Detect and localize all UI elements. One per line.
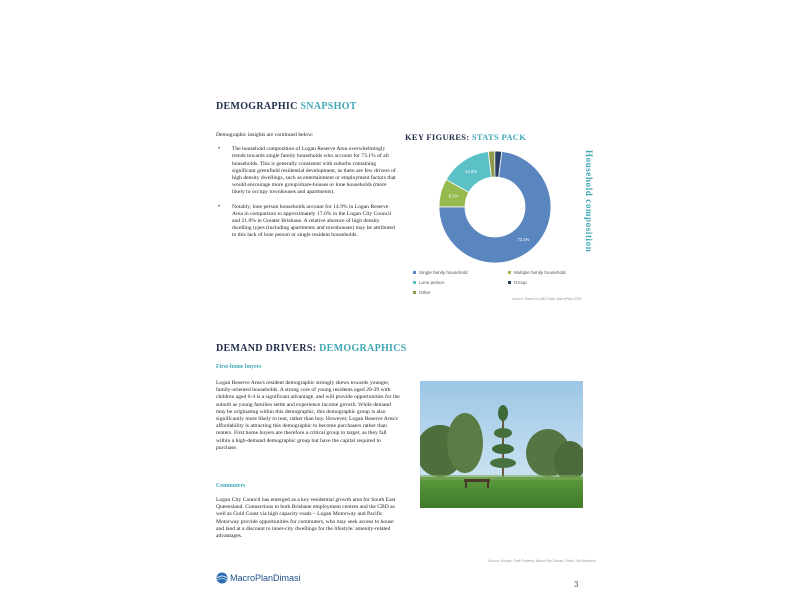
key-figures-title-main: KEY FIGURES: — [405, 132, 472, 142]
legend-item — [508, 280, 527, 285]
list-item: • Notably, lone person households account for 14.9% in Logan Reserve Area in comparison to approximately 17.6% in the Logan City Council and 21.8% in Greater Brisbane. A relative absence of high density dwelling types (including apartments and townhouses) may be attributed to this lack of lone person or single resident households. — [216, 204, 396, 240]
legend-label: Lone person — [419, 280, 445, 285]
company-logo — [216, 571, 301, 585]
legend-swatch — [508, 271, 511, 274]
logo-text: MacroPlanDimasi — [230, 573, 301, 583]
subheading-commuters: Commuters — [216, 483, 246, 489]
legend-label: Single family household — [419, 270, 468, 275]
globe-icon — [216, 572, 228, 584]
legend-label: Group — [514, 280, 527, 285]
section-title-accent: SNAPSHOT — [300, 101, 357, 112]
section-title-snapshot — [216, 101, 357, 112]
first-home-buyers-text: Logan Reserve Area's resident demographic strongly skews towards younger, family-oriented households. A strong core of young residents aged 20-39 with children aged 0-4 is a significant advantage, and will provide opportunities for the suburb as young families settle and experience income growth. While demand may be originating within this demographic, this demographic group is also significantly more likely to rent, rather than buy. However, Logan Reserve Area's affordability is attracting this demographic to become purchasers rather than renters. First home buyers are therefore a critical group to target, as they fall within a high-demand demographic group but have the capital required to purchase. — [216, 380, 400, 451]
drivers-title-accent: DEMOGRAPHICS — [319, 343, 407, 354]
commuters-text: Logan City Council has emerged as a key residential growth area for South East Queensland. Connections to both Brisbane employment centres and the CBD as well as Gold Coast via high capacity roads – Logan Motorway and Pacific Motorway provide opportunities for commuters, who may seek access to house and land at a discount to inner-city dwellings for the lifestyle/ amenity-related advantages. — [216, 497, 396, 540]
chart-legend — [413, 270, 598, 300]
chart-title: Household composition — [584, 150, 594, 253]
insight-list — [216, 146, 396, 239]
list-item: • The household composition of Logan Reserve Area overwhelmingly trends towards single family households who account for 73.1% of all households. This is generally consistent with suburbs containing significant greenfield residential development, as there are few drivers of high density dwellings, such as entertainment or employment factors that would encourage more group/share-houses or lone households (more likely to occupy townhouses and apartments). — [216, 146, 396, 196]
legend-label: Other — [419, 290, 431, 295]
legend-swatch — [413, 291, 416, 294]
photo-caption: Source: Google, Park Property, MacroPlan Dimasi, Photo Ted Anderson — [488, 559, 596, 563]
chart-source: Source: Based on ABS Data; MacroPlan 2018 — [512, 297, 582, 301]
legend-item — [508, 270, 566, 275]
page-number: 3 — [574, 580, 579, 589]
legend-swatch — [413, 281, 416, 284]
section-title-main: DEMOGRAPHIC — [216, 101, 301, 112]
slice-label: 73.1% — [517, 236, 530, 242]
intro-text: Demographic insights are continued below: — [216, 132, 314, 138]
slice-label: 14.9% — [465, 168, 477, 174]
legend-swatch — [508, 281, 511, 284]
section-title-key-figures — [405, 132, 526, 142]
household-donut-chart — [430, 148, 560, 266]
subheading-first-home-buyers: First-home buyers — [216, 364, 262, 370]
section-title-drivers — [216, 343, 407, 354]
legend-item — [413, 280, 445, 285]
park-photo — [420, 381, 583, 508]
legend-item — [413, 290, 431, 295]
legend-label: Multiple family household — [514, 270, 566, 275]
snapshot-text — [216, 132, 396, 247]
drivers-title-main: DEMAND DRIVERS: — [216, 343, 320, 354]
slice-label: 8.1% — [448, 193, 459, 199]
legend-item — [413, 270, 468, 275]
key-figures-title-accent: STATS PACK — [471, 132, 527, 142]
legend-swatch — [413, 271, 416, 274]
